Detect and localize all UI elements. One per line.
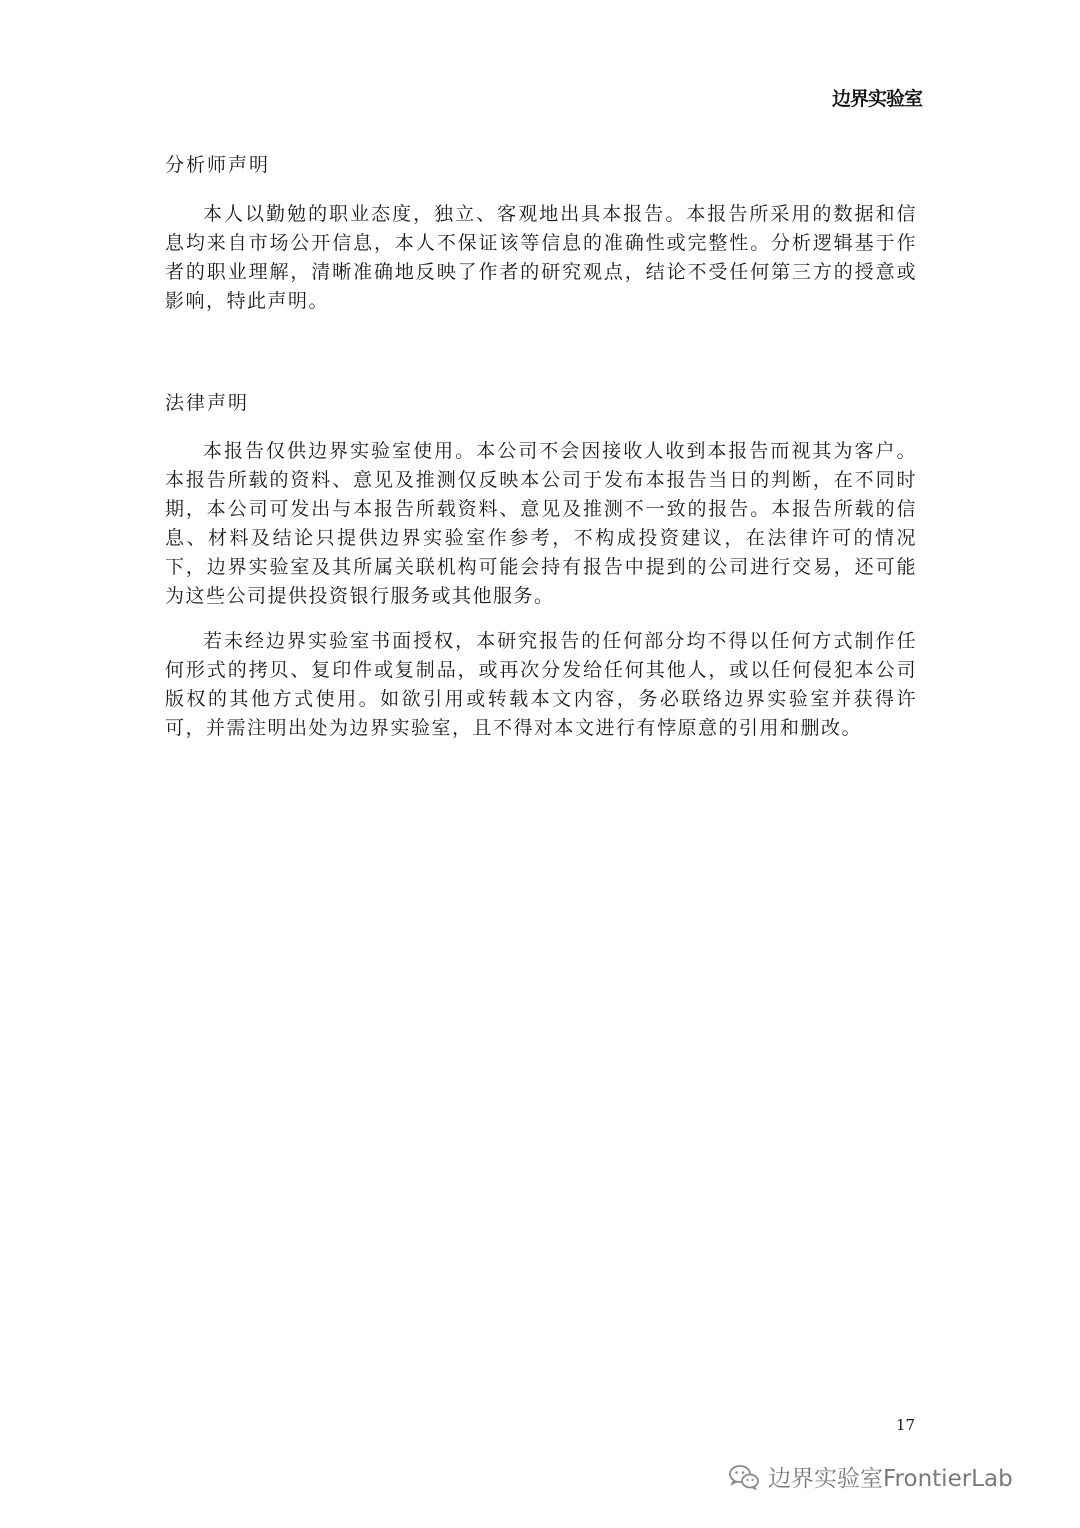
legal-statement-title: 法律声明 — [165, 392, 250, 414]
watermark — [728, 1460, 1013, 1493]
legal-statement-paragraph-2: 若未经边界实验室书面授权，本研究报告的任何部分均不得以任何方式制作任何形式的拷贝、复印件或复制品，或再次分发给任何其他人，或以任何侵犯本公司版权的其他方式使用。如欲引用或转载本文内容，务必联络边界实验室并获得许可，并需注明出处为边界实验室，且不得对本文进行有悖原意的引用和删改。 — [165, 630, 917, 739]
analyst-statement-title: 分析师声明 — [165, 154, 271, 176]
wechat-icon — [728, 1463, 760, 1491]
watermark-text: 边界实验室FrontierLab — [768, 1466, 1013, 1492]
brand-logo: 边界实验室 — [832, 88, 923, 110]
page-number: 17 — [896, 1416, 916, 1434]
analyst-statement-paragraph: 本人以勤勉的职业态度，独立、客观地出具本报告。本报告所采用的数据和信息均来自市场公开信息，本人不保证该等信息的准确性或完整性。分析逻辑基于作者的职业理解，清晰准确地反映了作者的研究观点，结论不受任何第三方的授意或影响，特此声明。 — [165, 203, 917, 312]
legal-statement-paragraph-1: 本报告仅供边界实验室使用。本公司不会因接收人收到本报告而视其为客户。本报告所载的资料、意见及推测仅反映本公司于发布本报告当日的判断，在不同时期，本公司可发出与本报告所载资料、意见及推测不一致的报告。本报告所载的信息、材料及结论只提供边界实验室作参考，不构成投资建议，在法律许可的情况下，边界实验室及其所属关联机构可能会持有报告中提到的公司进行交易，还可能为这些公司提供投资银行服务或其他服务。 — [165, 440, 917, 607]
